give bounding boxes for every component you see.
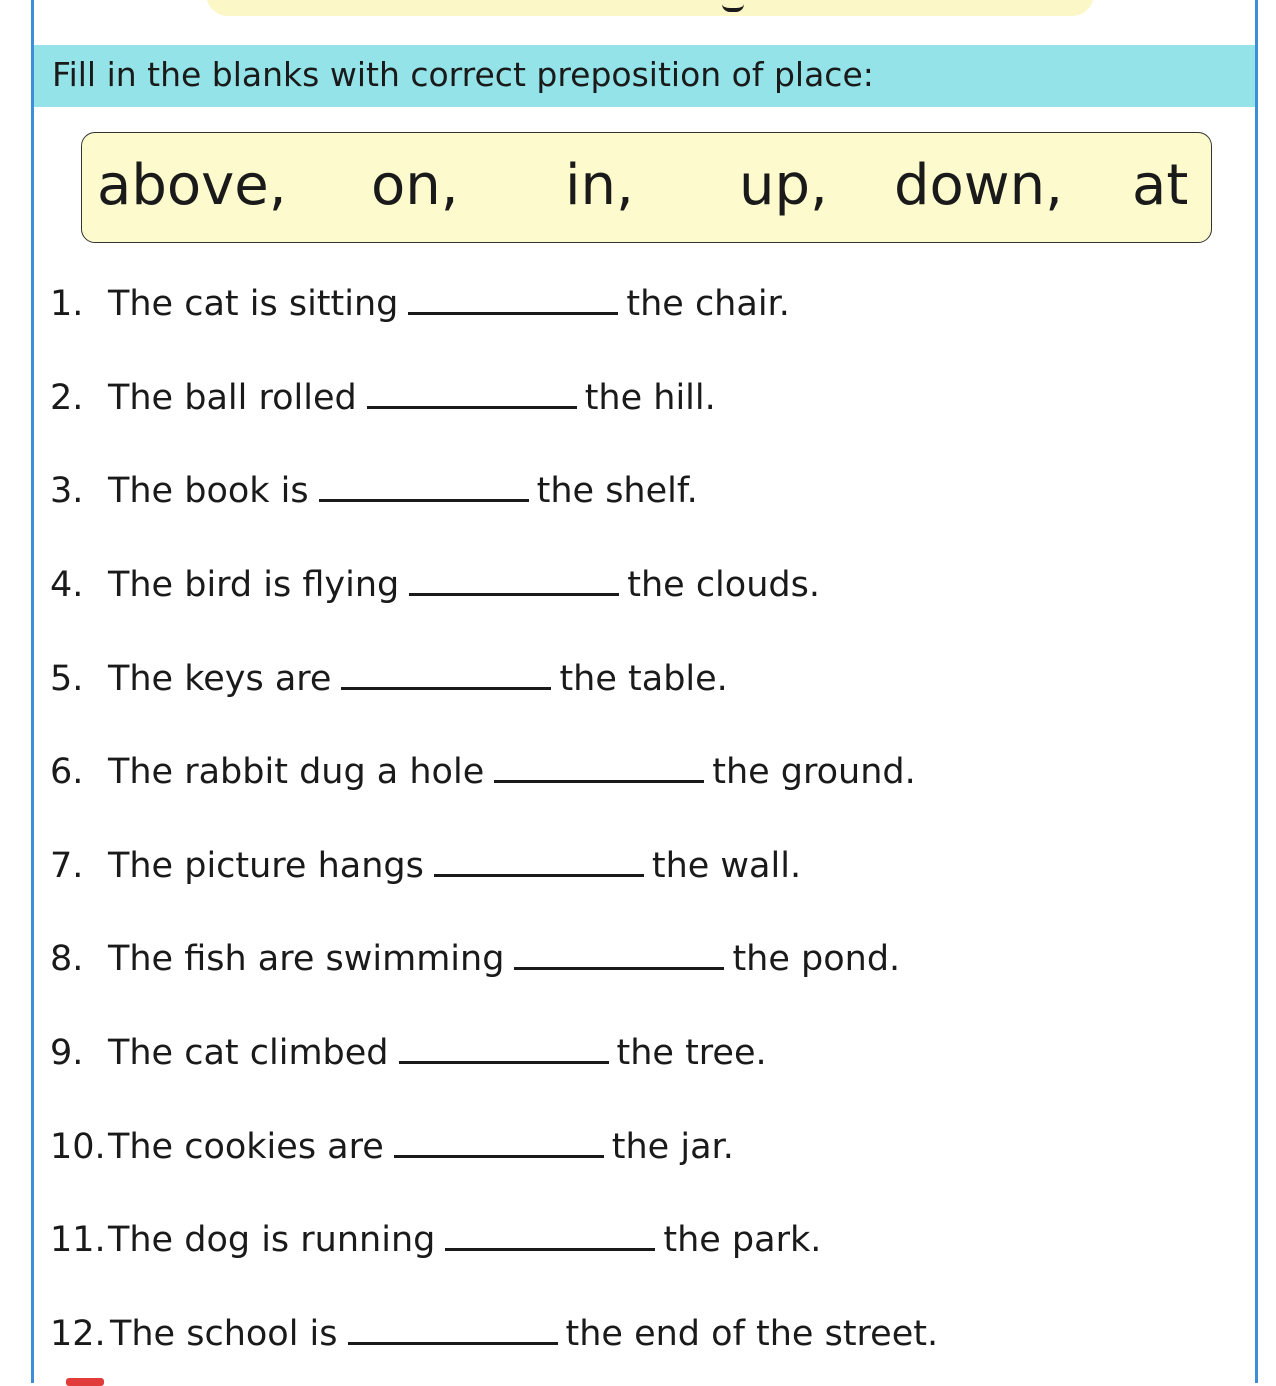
- question-text-after: the park.: [663, 1220, 822, 1260]
- question-text-before: The fish are swimming: [108, 939, 505, 979]
- word-bank: [81, 132, 1212, 243]
- answer-blank[interactable]: [394, 1155, 604, 1158]
- question-text-before: The dog is running: [108, 1220, 436, 1260]
- question-number: 11.: [50, 1220, 106, 1260]
- answer-blank[interactable]: [348, 1342, 558, 1345]
- title-banner: [206, 0, 1094, 16]
- question-text-after: the pond.: [732, 939, 901, 979]
- question-text-after: the shelf.: [536, 471, 698, 511]
- question-10: [50, 1125, 734, 1169]
- answer-blank[interactable]: [434, 874, 644, 877]
- question-number: 7.: [50, 846, 84, 886]
- instruction-band: [34, 45, 1255, 107]
- word-bank-item: up,: [739, 153, 828, 218]
- question-text-after: the hill.: [584, 378, 716, 418]
- question-12: [50, 1312, 938, 1356]
- question-3: [50, 469, 698, 513]
- question-text-before: The picture hangs: [108, 846, 424, 886]
- answer-blank[interactable]: [494, 780, 704, 783]
- answer-blank[interactable]: [341, 687, 551, 690]
- question-number: 4.: [50, 565, 84, 605]
- question-number: 3.: [50, 471, 84, 511]
- word-bank-item: on,: [371, 153, 459, 218]
- question-text-before: The cookies are: [108, 1127, 384, 1167]
- word-bank-item: at: [1132, 153, 1189, 218]
- question-9: [50, 1031, 767, 1075]
- question-number: 9.: [50, 1033, 84, 1073]
- question-text-before: The school is: [110, 1314, 338, 1354]
- question-1: [50, 282, 790, 326]
- question-text-after: the table.: [559, 659, 728, 699]
- question-number: 12.: [50, 1314, 106, 1354]
- question-text-before: The keys are: [108, 659, 332, 699]
- question-number: 5.: [50, 659, 84, 699]
- question-number: 2.: [50, 378, 84, 418]
- question-7: [50, 844, 801, 888]
- question-text-after: the tree.: [616, 1033, 767, 1073]
- word-bank-item: down,: [894, 153, 1063, 218]
- question-number: 10.: [50, 1127, 106, 1167]
- question-text-after: the clouds.: [627, 565, 820, 605]
- question-text-before: The cat is sitting: [108, 284, 399, 324]
- answer-blank[interactable]: [445, 1248, 655, 1251]
- answer-blank[interactable]: [408, 312, 618, 315]
- answer-blank[interactable]: [514, 967, 724, 970]
- question-text-before: The bird is flying: [108, 565, 400, 605]
- word-bank-item: above,: [97, 153, 287, 218]
- question-5: [50, 657, 728, 701]
- question-number: 6.: [50, 752, 84, 792]
- question-8: [50, 937, 900, 981]
- question-text-before: The ball rolled: [108, 378, 357, 418]
- answer-blank[interactable]: [409, 593, 619, 596]
- question-text-before: The book is: [108, 471, 309, 511]
- frame-left-border: [31, 0, 34, 1383]
- question-text-before: The rabbit dug a hole: [108, 752, 485, 792]
- question-text-before: The cat climbed: [108, 1033, 389, 1073]
- answer-blank[interactable]: [399, 1061, 609, 1064]
- footer-logo-mark: [66, 1378, 104, 1386]
- question-text-after: the chair.: [626, 284, 790, 324]
- question-number: 1.: [50, 284, 84, 324]
- question-4: [50, 563, 820, 607]
- question-text-after: the wall.: [651, 846, 802, 886]
- question-6: [50, 750, 916, 794]
- frame-right-border: [1255, 0, 1258, 1383]
- word-bank-item: in,: [565, 153, 634, 218]
- question-text-after: the end of the street.: [565, 1314, 939, 1354]
- title-glyph-fragment: [722, 2, 744, 12]
- question-number: 8.: [50, 939, 84, 979]
- instruction-text: Fill in the blanks with correct preposition of place:: [52, 55, 874, 94]
- question-11: [50, 1218, 821, 1262]
- question-2: [50, 376, 716, 420]
- answer-blank[interactable]: [367, 406, 577, 409]
- answer-blank[interactable]: [319, 499, 529, 502]
- question-text-after: the ground.: [712, 752, 916, 792]
- question-text-after: the jar.: [611, 1127, 734, 1167]
